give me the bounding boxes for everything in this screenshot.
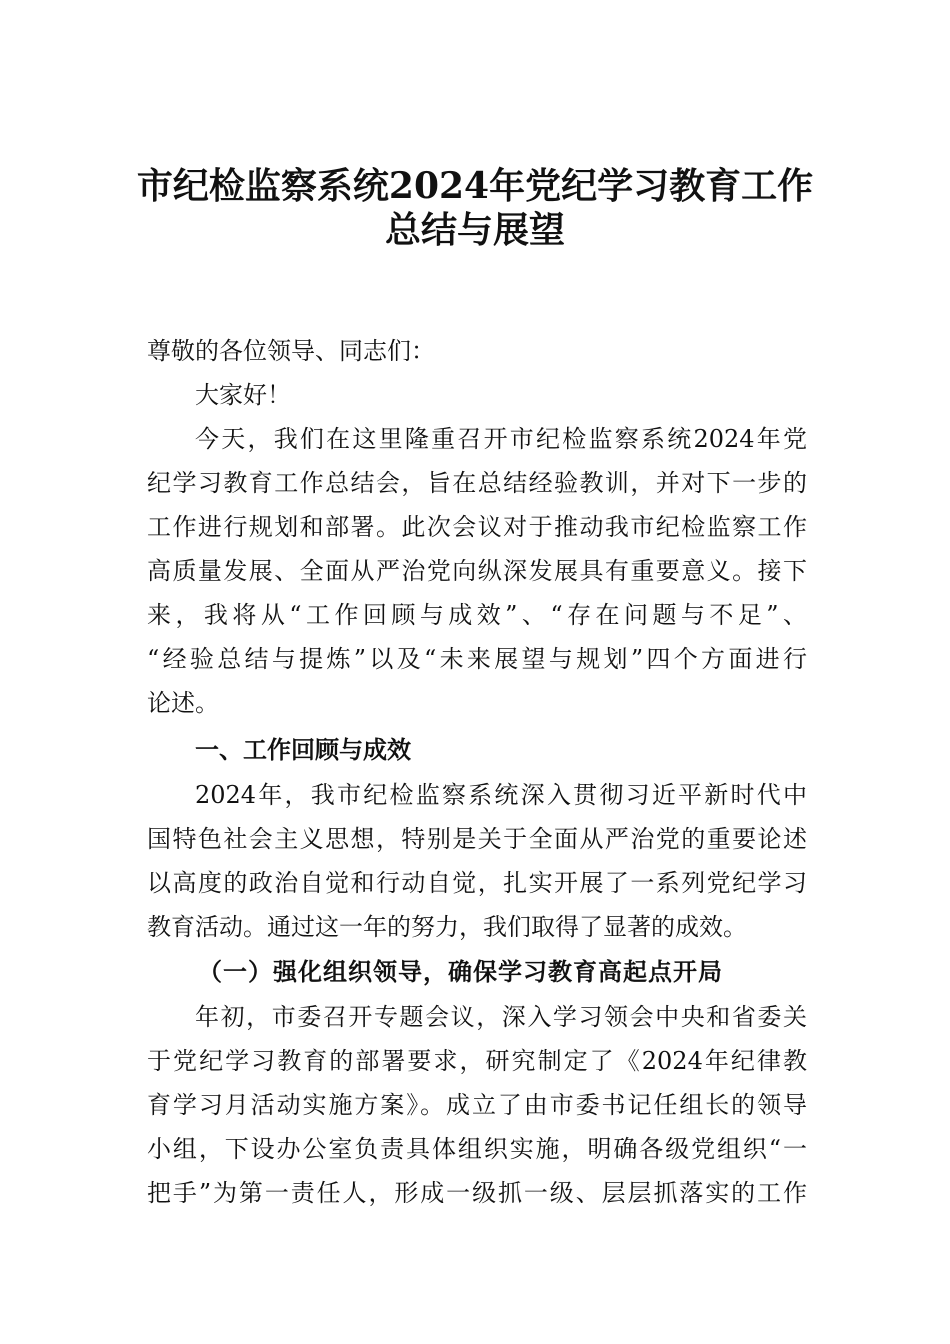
paragraph-line: 于党纪学习教育的部署要求，研究制定了《2024年纪律教 [147,1047,807,1075]
subsection-heading: （一）强化组织领导，确保学习教育高起点开局 [198,957,723,986]
salutation: 尊敬的各位领导、同志们： [147,337,435,365]
document-title-line-2: 总结与展望 [384,209,565,251]
paragraph-line: 年初，市委召开专题会议，深入学习领会中央和省委关 [195,1003,807,1031]
section-heading: 一、工作回顾与成效 [195,736,411,764]
paragraph-line: 今天，我们在这里隆重召开市纪检监察系统2024年党 [195,425,807,453]
paragraph-line: 高质量发展、全面从严治党向纵深发展具有重要意义。接下 [147,557,807,585]
paragraph-line: 2024年，我市纪检监察系统深入贯彻习近平新时代中 [195,781,807,809]
paragraph-line: 小组，下设办公室负责具体组织实施，明确各级党组织“一 [147,1135,807,1163]
paragraph-line: 纪学习教育工作总结会，旨在总结经验教训，并对下一步的 [147,469,807,497]
paragraph-line: “经验总结与提炼”以及“未来展望与规划”四个方面进行 [147,645,807,673]
paragraph-line: 来，我将从“工作回顾与成效”、“存在问题与不足”、 [147,601,807,629]
paragraph-line: 工作进行规划和部署。此次会议对于推动我市纪检监察工作 [147,513,807,541]
document-title-line-1: 市纪检监察系统2024年党纪学习教育工作 [136,165,814,207]
paragraph-line: 教育活动。通过这一年的努力，我们取得了显著的成效。 [147,913,747,941]
paragraph-line: 以高度的政治自觉和行动自觉，扎实开展了一系列党纪学习 [147,869,807,897]
paragraph-line: 把手”为第一责任人，形成一级抓一级、层层抓落实的工作 [147,1179,807,1207]
paragraph-line: 国特色社会主义思想，特别是关于全面从严治党的重要论述 [147,825,807,853]
paragraph-line: 育学习月活动实施方案》。成立了由市委书记任组长的领导 [147,1091,807,1119]
greeting: 大家好！ [195,381,291,409]
paragraph-line: 论述。 [147,689,219,717]
